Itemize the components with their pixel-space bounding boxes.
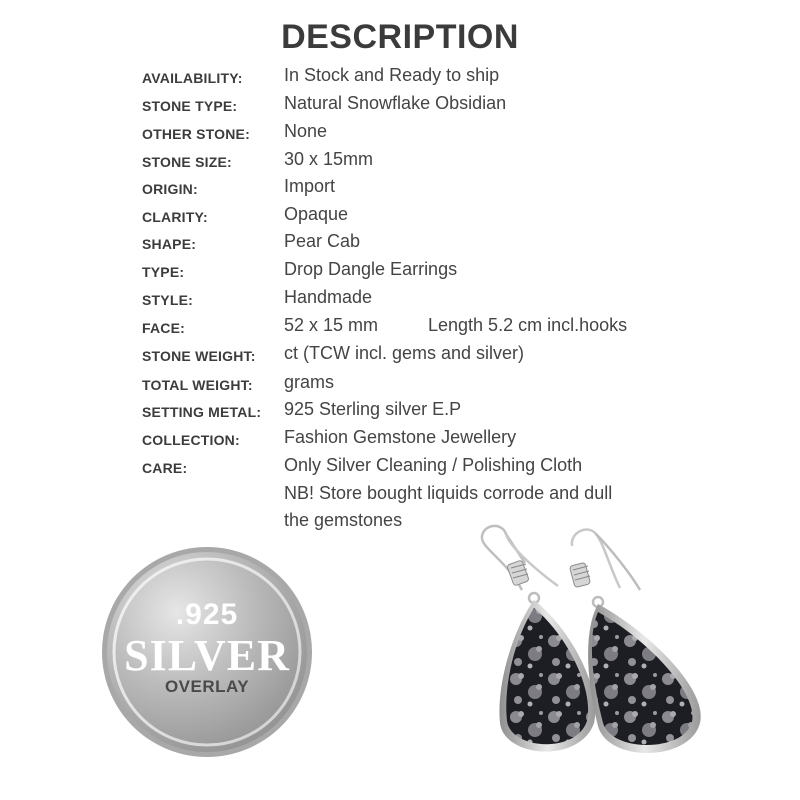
- spec-row-availability: [0, 65, 800, 89]
- spec-label: STONE TYPE:: [142, 98, 238, 114]
- spec-label: OTHER STONE:: [142, 126, 250, 142]
- spec-label: ORIGIN:: [142, 181, 198, 197]
- spec-label: CARE:: [142, 460, 188, 476]
- spec-label: CLARITY:: [142, 209, 208, 225]
- spec-row-clarity: [0, 204, 800, 228]
- spec-value: 30 x 15mm: [284, 149, 374, 169]
- spec-label: AVAILABILITY:: [142, 70, 243, 86]
- spec-value: Only Silver Cleaning / Polishing Cloth: [284, 455, 583, 475]
- spec-row-collection: [0, 427, 800, 451]
- earrings-image: [470, 518, 720, 778]
- spec-value: Opaque: [284, 204, 349, 224]
- spec-value: grams: [284, 372, 335, 392]
- spec-value: Import: [284, 176, 336, 196]
- spec-row-setting-metal: [0, 399, 800, 423]
- spec-label: FACE:: [142, 320, 185, 336]
- spec-label: SETTING METAL:: [142, 404, 262, 420]
- spec-row-care: [0, 455, 800, 479]
- spec-label: TYPE:: [142, 264, 185, 280]
- spec-value: Pear Cab: [284, 231, 361, 251]
- spec-row-origin: [0, 176, 800, 200]
- page-title: DESCRIPTION: [281, 18, 519, 56]
- spec-row-other-stone: [0, 121, 800, 145]
- badge-sub-text: OVERLAY: [164, 677, 250, 696]
- spec-value: Drop Dangle Earrings: [284, 259, 458, 279]
- spec-row-stone-type: [0, 93, 800, 117]
- spec-value: 52 x 15 mm: [284, 315, 379, 335]
- care-note-line-1: NB! Store bought liquids corrode and dull: [284, 483, 613, 503]
- spec-row-stone-weight: [0, 343, 800, 367]
- spec-row-stone-size: [0, 149, 800, 173]
- left-earring: [482, 526, 595, 752]
- spec-value: In Stock and Ready to ship: [284, 65, 500, 85]
- spec-row-style: [0, 287, 800, 311]
- spec-label: TOTAL WEIGHT:: [142, 377, 253, 393]
- spec-value: None: [284, 121, 328, 141]
- spec-value: ct (TCW incl. gems and silver): [284, 343, 525, 363]
- badge-main-text: SILVER: [124, 631, 290, 680]
- spec-label: SHAPE:: [142, 236, 197, 252]
- spec-label: STYLE:: [142, 292, 193, 308]
- spec-value: Natural Snowflake Obsidian: [284, 93, 507, 113]
- spec-row-shape: [0, 231, 800, 255]
- badge-number: .925: [175, 598, 239, 631]
- spec-label: COLLECTION:: [142, 432, 240, 448]
- spec-value: Fashion Gemstone Jewellery: [284, 427, 517, 447]
- spec-value: 925 Sterling silver E.P: [284, 399, 462, 419]
- spec-extra-length: Length 5.2 cm incl.hooks: [428, 315, 628, 335]
- spec-label: STONE WEIGHT:: [142, 348, 256, 364]
- spec-row-total-weight: [0, 372, 800, 396]
- spec-label: STONE SIZE:: [142, 154, 232, 170]
- spec-row-type: [0, 259, 800, 283]
- spec-row-face: [0, 315, 800, 339]
- spec-value: Handmade: [284, 287, 373, 307]
- care-note-line-2: the gemstones: [284, 510, 403, 530]
